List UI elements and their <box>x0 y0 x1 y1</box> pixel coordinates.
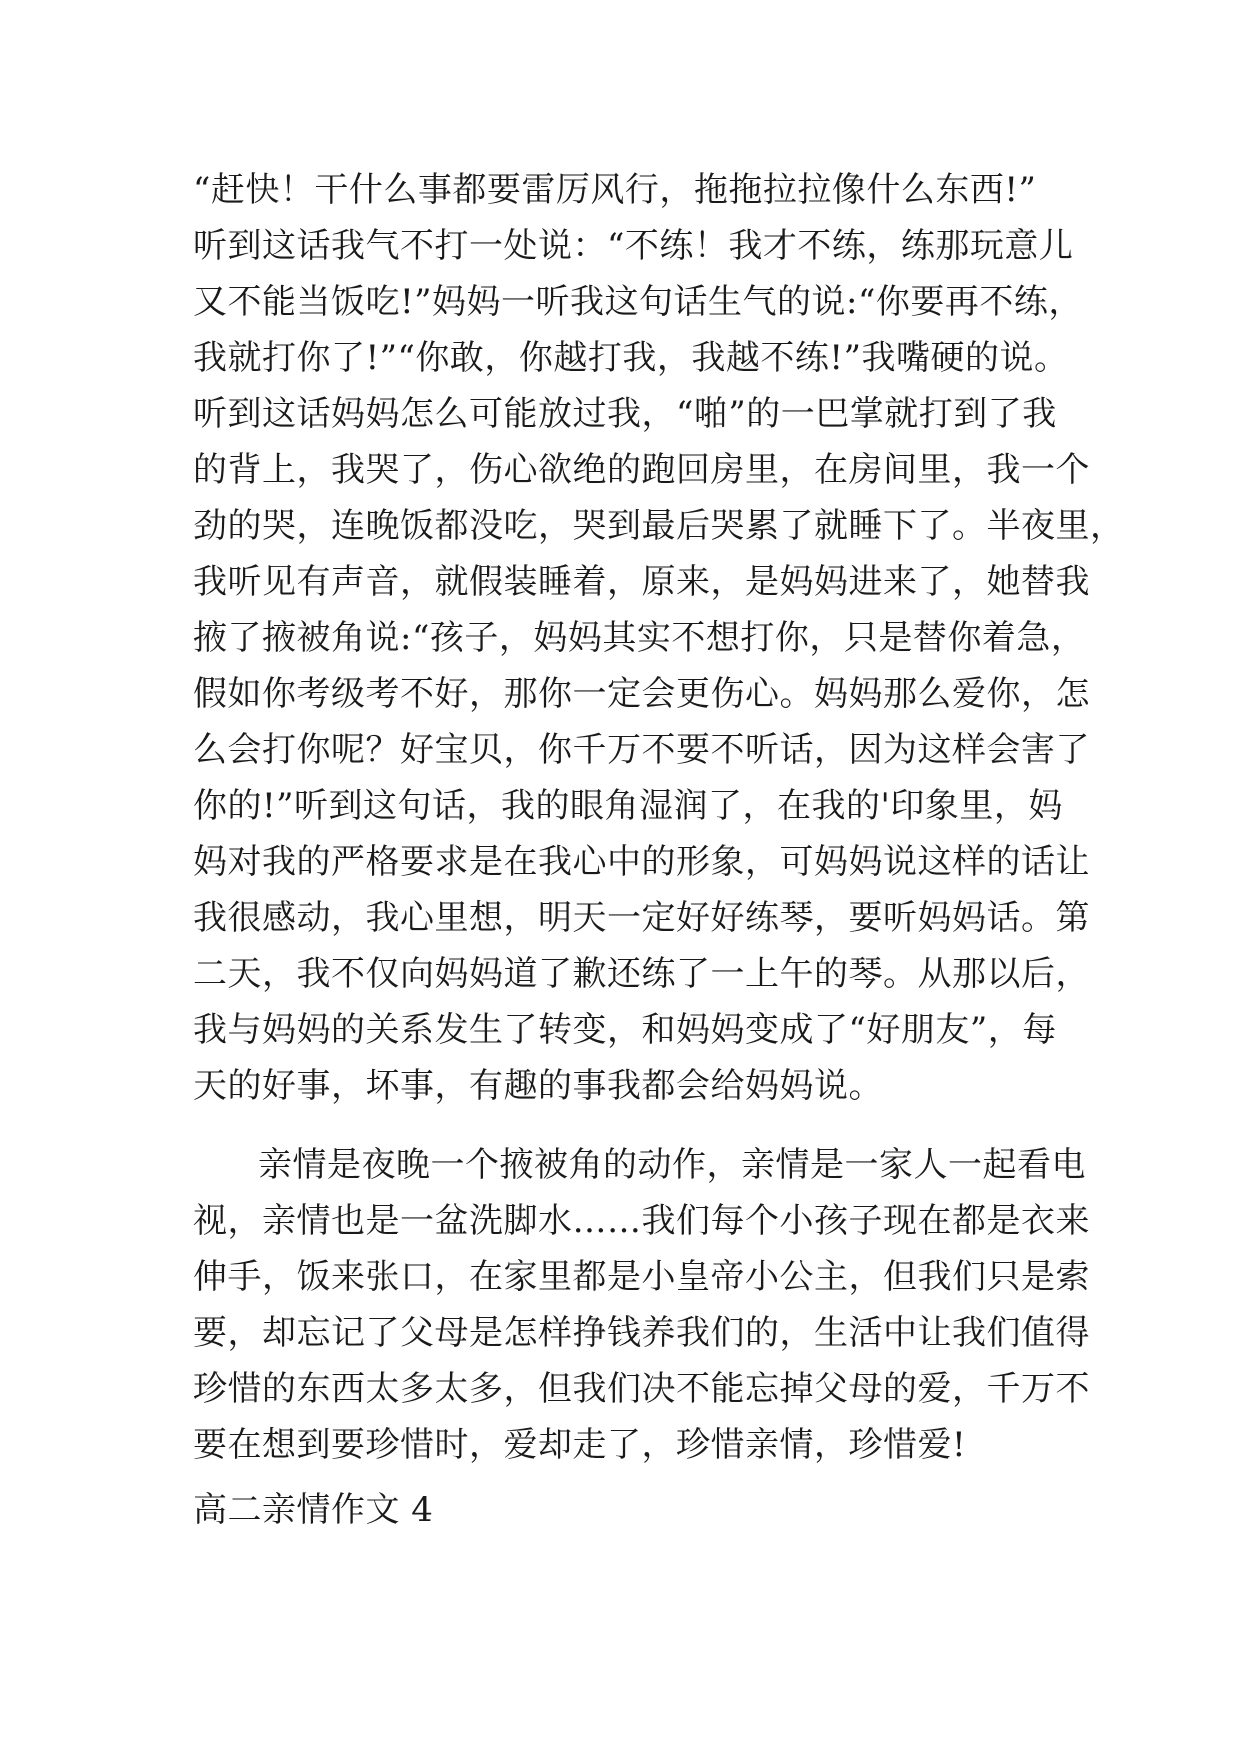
paragraph-1-line: 么会打你呢？好宝贝，你千万不要不听话，因为这样会害了 <box>193 730 1090 770</box>
paragraph-2-line: 视，亲情也是一盆洗脚水……我们每个小孩子现在都是衣来 <box>193 1201 1090 1241</box>
paragraph-1-line: 我就打你了!”“你敢，你越打我，我越不练!”我嘴硬的说。 <box>193 338 1069 378</box>
paragraph-2-line: 珍惜的东西太多太多，但我们决不能忘掉父母的爱，千万不 <box>193 1369 1090 1409</box>
paragraph-1-line: 又不能当饭吃!”妈妈一听我这句话生气的说:“你要再不练， <box>193 282 1083 322</box>
paragraph-2-line: 要在想到要珍惜时，爱却走了，珍惜亲情，珍惜爱! <box>193 1425 967 1465</box>
paragraph-1-line: 听到这话我气不打一处说：“不练！我才不练，练那玩意儿 <box>193 226 1074 266</box>
paragraph-1-line: 假如你考级考不好，那你一定会更伤心。妈妈那么爱你，怎 <box>193 674 1090 714</box>
paragraph-1-line: 天的好事，坏事，有趣的事我都会给妈妈说。 <box>193 1066 883 1106</box>
paragraph-1-line: 我听见有声音，就假装睡着，原来，是妈妈进来了，她替我 <box>193 562 1090 602</box>
paragraph-2-line: 伸手，饭来张口，在家里都是小皇帝小公主，但我们只是索 <box>193 1257 1090 1297</box>
paragraph-1-line: “赶快！干什么事都要雷厉风行，拖拖拉拉像什么东西!” <box>193 170 1037 210</box>
paragraph-1-line: 的背上，我哭了，伤心欲绝的跑回房里，在房间里，我一个 <box>193 450 1090 490</box>
paragraph-1-line: 掖了掖被角说:“孩子，妈妈其实不想打你，只是替你着急， <box>193 618 1086 658</box>
paragraph-1-line: 我很感动，我心里想，明天一定好好练琴，要听妈妈话。第 <box>193 898 1090 938</box>
paragraph-1-line: 妈对我的严格要求是在我心中的形象，可妈妈说这样的话让 <box>193 842 1090 882</box>
paragraph-1-line: 听到这话妈妈怎么可能放过我，“啪”的一巴掌就打到了我 <box>193 394 1057 434</box>
paragraph-1-line: 我与妈妈的关系发生了转变，和妈妈变成了“好朋友”，每 <box>193 1010 1057 1050</box>
paragraph-1-line: 二天，我不仅向妈妈道了歉还练了一上午的琴。从那以后， <box>193 954 1090 994</box>
paragraph-2-line: 亲情是夜晚一个掖被角的动作，亲情是一家人一起看电 <box>258 1145 1086 1185</box>
paragraph-1-line: 劲的哭，连晚饭都没吃，哭到最后哭累了就睡下了。半夜里， <box>193 506 1125 546</box>
section-heading: 高二亲情作文 4 <box>193 1490 434 1530</box>
paragraph-1-line: 你的!”听到这句话，我的眼角湿润了，在我的'印象里，妈 <box>193 786 1063 826</box>
paragraph-2-line: 要，却忘记了父母是怎样挣钱养我们的，生活中让我们值得 <box>193 1313 1090 1353</box>
